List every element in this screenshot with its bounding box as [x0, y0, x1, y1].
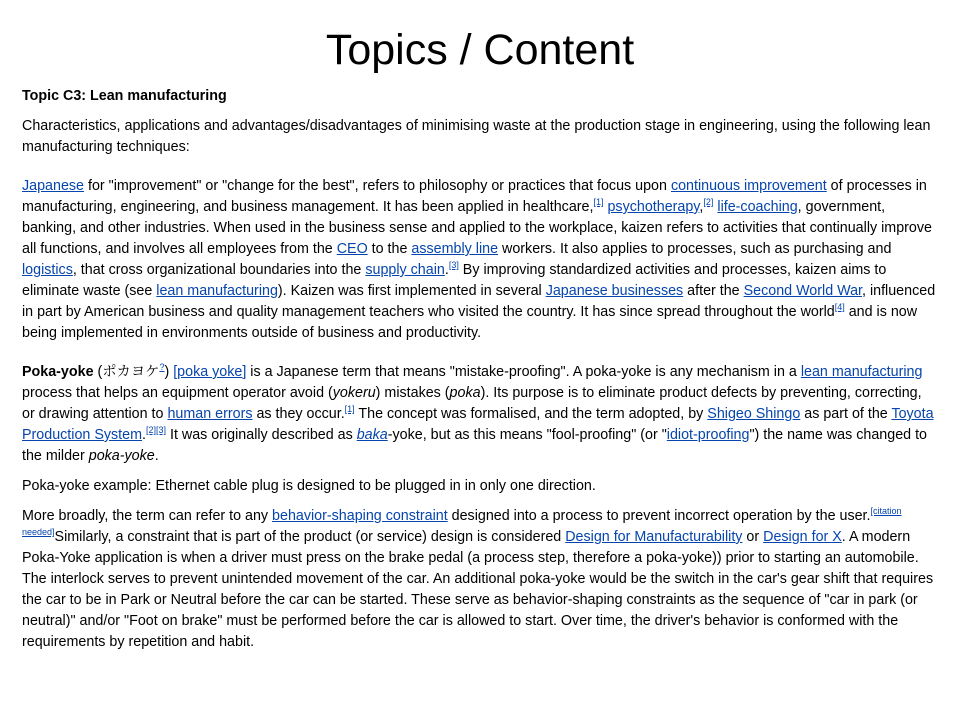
content-body: [22, 86, 938, 662]
link-lean-manufacturing[interactable]: lean manufacturing: [800, 364, 923, 380]
link-continuous-improvement[interactable]: continuous improvement: [670, 178, 827, 194]
link-shigeo-shingo[interactable]: Shigeo Shingo: [707, 406, 801, 422]
link-behavior-shaping-constraint[interactable]: behavior-shaping constraint: [272, 508, 448, 524]
ref-link[interactable]: ?: [159, 362, 165, 373]
link-psychotherapy[interactable]: psychotherapy: [607, 199, 700, 215]
link-logistics[interactable]: logistics: [22, 262, 73, 278]
ref-link[interactable]: [1]: [593, 197, 604, 208]
example-paragraph: Poka-yoke example: Ethernet cable plug is designed to be plugged in in only one direction.: [22, 478, 596, 494]
page-title: Topics / Content: [325, 26, 635, 74]
ref-link[interactable]: [2][3]: [145, 425, 166, 436]
ref-link[interactable]: [1]: [344, 404, 355, 415]
citation-needed-link[interactable]: [citation needed]: [22, 506, 902, 538]
link-human-errors[interactable]: human errors: [167, 406, 253, 422]
broad-paragraph: More broadly, the term can refer to any behavior-shaping constraint designed into a process to prevent incorrect operation by the user.[citation needed]Similarly, a constraint that is part of the product (or service) design is considered Design for Manufacturability or Design for X. A modern Poka-Yoke application is when a driver must press on the brake pedal (a process step, therefore a poka-yoke)) prior to starting an automobile. The interlock serves to prevent unintended movement of the car. An additional poka-yoke would be the switch in the car's gear shift that requires the car to be in Park or Neutral before the car can be started. These serve as behavior-shaping constraints as the sequence of "car in park (or neutral)" and/or "Foot on brake" must be performed before the car is allowed to start. Over time, the driver's behavior is conformed with the requirements by repetition and habit.: [22, 506, 934, 650]
pokayoke-paragraph: Poka-yoke (ポカヨケ?) [poka yoke] is a Japanese term that means "mistake-proofing". A poka-yoke is any mechanism in a lean manufacturing process that helps an equipment operator avoid (yokeru) mistakes (poka). Its purpose is to eliminate product defects by preventing, correcting, or drawing attention to human errors as they occur.[1] The concept was formalised, and the term adopted, by Shigeo Shingo as part of the Toyota Production System.[2][3] It was originally described as baka-yoke, but as this means "fool-proofing" (or "idiot-proofing") the name was changed to the milder poka-yoke.: [22, 362, 934, 464]
ref-link[interactable]: [4]: [834, 302, 845, 313]
intro-paragraph: Characteristics, applications and advantages/disadvantages of minimising waste at the production stage in engineering, using the following lean manufacturing techniques:: [22, 118, 931, 155]
link-toyota-production-system[interactable]: Toyota Production System: [22, 406, 934, 443]
link-second-world-war[interactable]: Second World War: [743, 283, 863, 299]
link-design-for-manufacturability[interactable]: Design for Manufacturability: [565, 529, 743, 545]
kaizen-paragraph: Japanese for "improvement" or "change for the best", refers to philosophy or practices that focus upon continuous improvement of processes in manufacturing, engineering, and business management. It has been applied in healthcare,[1] psychotherapy,[2] life-coaching, government, banking, and other industries. When used in the business sense and applied to the workplace, kaizen refers to activities that continually improve all functions, and involves all employees from the CEO to the assembly line workers. It also applies to processes, such as purchasing and logistics, that cross organizational boundaries into the supply chain.[3] By improving standardized activities and processes, kaizen aims to eliminate waste (see lean manufacturing). Kaizen was first implemented in several Japanese businesses after the Second World War, influenced in part by American business and quality management teachers who visited the country. It has since spread throughout the world[4] and is now being implemented in environments outside of business and productivity.: [22, 178, 936, 341]
link-assembly-line[interactable]: assembly line: [411, 241, 499, 257]
link-ceo[interactable]: CEO: [336, 241, 368, 257]
link-life-coaching[interactable]: life-coaching: [717, 199, 798, 215]
link-design-for-x[interactable]: Design for X: [763, 529, 842, 545]
ref-link[interactable]: [3]: [448, 260, 459, 271]
link-lean-manufacturing[interactable]: lean manufacturing: [156, 283, 278, 299]
topic-heading: Topic C3: Lean manufacturing: [22, 88, 227, 104]
link-baka[interactable]: baka: [356, 427, 388, 443]
link-japanese[interactable]: Japanese: [22, 178, 85, 194]
link-poka-yoke-pronunciation[interactable]: [poka yoke]: [173, 364, 247, 380]
link-supply-chain[interactable]: supply chain: [365, 262, 445, 278]
japanese-term: ポカヨケ: [102, 364, 160, 380]
link-idiot-proofing[interactable]: idiot-proofing: [666, 427, 750, 443]
ref-link[interactable]: [2]: [703, 197, 714, 208]
link-japanese-businesses[interactable]: Japanese businesses: [545, 283, 684, 299]
